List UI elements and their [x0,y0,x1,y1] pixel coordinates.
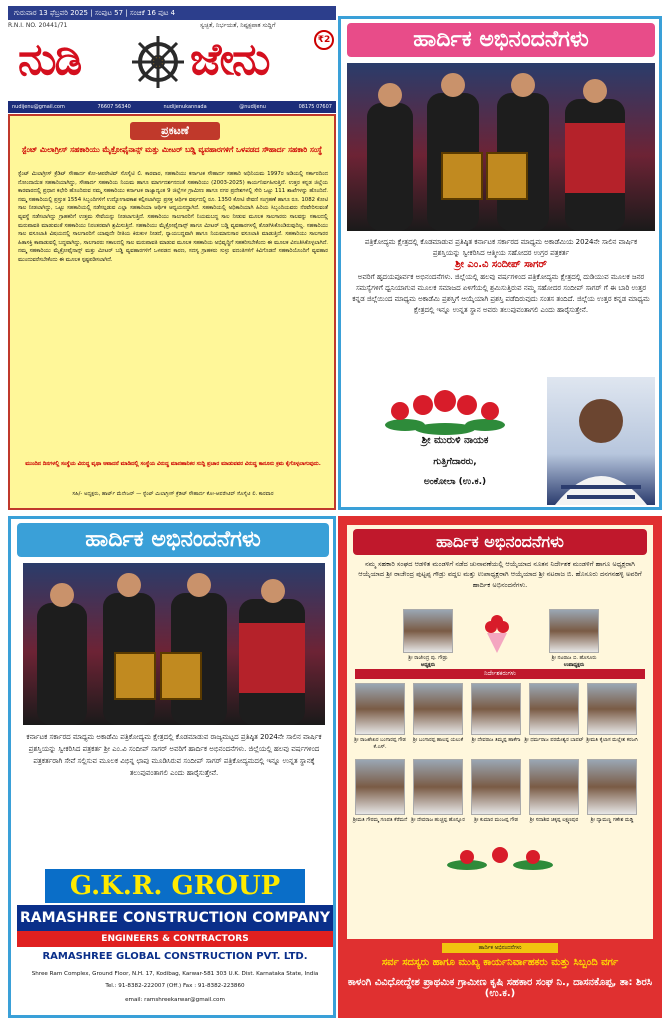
sender-town: ಅಂಕೋಲಾ (ಉ.ಕ.) [423,477,487,487]
director-name: ಶ್ರೀ ದೇವರಾಜ ತಿಮ್ಮಪ್ಪ ಹಾಕೆಗಾ [471,737,521,743]
panel-heading: ಹಾರ್ದಿಕ ಅಭಿನಂದನೆಗಳು [17,523,329,557]
sender-name: ಶ್ರೀ ಮುರುಳಿ ನಾಯಕ [421,435,489,446]
ad-address: Shree Ram Complex, Ground Floor, N.H. 17, Kodibag, Karwar-581 303 U.K. Dist. Karnataka State, India [31,971,319,977]
sender-block [367,435,543,501]
ad-global-company: RAMASHREE GLOBAL CONSTRUCTION PVT. LTD. [42,951,308,962]
director-photo [355,683,405,735]
phone-text: 76607 56340 [97,104,131,110]
bouquet-icon [477,615,517,655]
roses-decoration [437,843,563,873]
director-name: ಶ್ರೀ ಧರ್ಮರಾಜ ಪರಮೇಶ್ವರ ಬಾಪಟ್ [524,737,584,743]
director-name: ಶ್ರೀ ದ್ಯಾಮಣ್ಣ ಗಣೇಶ ಮಡ್ಡಿ [590,817,634,823]
director-name: ಶ್ರೀ ಕುಮಾರ ಮಂಜಪ್ಪ ಗೌಡ [474,817,518,823]
award-photo [23,563,325,725]
vice-president-photo [549,609,599,653]
panel-inner [347,525,653,939]
notice-heading: ಸ್ಟೆಂಟ್ ಮಿಲಾಗ್ರೀಸ್ ಸಹಕಾರಿಯು ಮೈಕ್ರೋಫೈನಾನ್ಸ್ ಮತ್ತು ಮೀಟರ್ ಬಡ್ಡಿ ವ್ಯವಹಾರಗಳಿಗೆ ಒಳಪಡದ ಸೌಹಾರ್ದ ಸಹಕಾರಿ ಸಂಸ್ಥೆ [21,145,323,154]
panel-message: ಕರ್ನಾಟಕ ಸರ್ಕಾರದ ಮಾಧ್ಯಮ ಅಕಾಡೆಮಿ ಪತ್ರಿಕೋದ್ಯಮ ಕ್ಷೇತ್ರದಲ್ಲಿ ಕೊಡಮಾಡುವ ರಾಜ್ಯಮಟ್ಟದ ಪ್ರತಿಷ್ಠಿತ 2024ನೇ ಸಾಲಿನ ವಾರ್ಷಿಕ ಪ್ರಶಸ್ತಿಯನ್ನು ಸ್ವೀಕರಿಸಿದ ಪತ್ರಕರ್ತ ಶ್ರೀ ಎಂ.ವಿ ಸಂದೀಪ್ ಸಾಗರ್ ಅವರಿಗೆ ಹಾರ್ದಿಕ ಅಭಿನಂದನೆಗಳು. ಜಿಲ್ಲೆಯಲ್ಲಿ ಹಲವು ವರ್ಷಗಳಿಂದ ಪತ್ರಕರ್ತರಾಗಿ ಸೇವೆ ಸಲ್ಲಿಸುವ ಮೂಲಕ ವಿಭಿನ್ನ ಛಾಪು ಮೂಡಿಸಿರುವ ಸಂದೀಪ್ ಸಾಗರ್ ಪತ್ರಿಕೋದ್ಯಮದಲ್ಲಿ ಇನ್ನೂ ಉನ್ನತ ಸ್ಥಾನಕ್ಕೆ ತಲುಪುವಂತಾಗಲಿ ಎಂದು ಹಾರೈಸುತ್ತೇವೆ. [26,733,322,777]
sender-role: ಗುತ್ತಿಗೆದಾರರು, [433,457,477,467]
vice-president-role: ಉಪಾಧ್ಯಕ್ಷರು [563,662,585,668]
roses-decoration [375,385,515,439]
advertisement [17,863,333,1013]
footer-line-2: ಕಾಳಂಗಿ ವಿವಿಧೋದ್ದೇಶ ಪ್ರಾಥಮಿಕ ಗ್ರಾಮೀಣ ಕೃಷಿ ಸಹಕಾರ ಸಂಘ ನಿ., ದಾಸನಕೊಪ್ಪ, ತಾ: ಶಿರಸಿ (ಉ.ಕ.) [347,977,653,999]
vice-president-name: ಶ್ರೀ ನಟರಾಜ ಬಿ. ಹೊಸೂರು [551,655,597,661]
panel-heading: ಹಾರ್ದಿಕ ಅಭಿನಂದನೆಗಳು [353,529,647,555]
president-photo [403,609,453,653]
director-name: ಶ್ರೀ ಬಂಗಾರಪ್ಪ ಹಾಲಪ್ಪ ಯಲುಕೆ [412,737,464,743]
ad-brand: G.K.R. GROUP [45,869,305,903]
ship-wheel-icon [130,34,186,90]
footer-tag: ಹಾರ್ದಿಕ ಅಭಿನಂದನೆಗಳು [442,943,558,953]
sender-photo [547,377,655,505]
panel-footer [347,943,653,1013]
greeting-panel-top-right [338,16,662,510]
handle-text: @nudijenu [239,104,266,110]
award-photo [347,63,655,231]
notice-title: ಪ್ರಕಟಣೆ [130,122,220,140]
honoree-name: ಶ್ರೀ ಎಂ.ವಿ ಸಂದೀಪ್ ಸಾಗರ್ [455,259,547,271]
director-photo [413,683,463,735]
ad-company: RAMASHREE CONSTRUCTION COMPANY [17,905,333,931]
directors-label: ನಿರ್ದೇಶಕರುಗಳು [355,669,645,679]
price-badge: ₹2 [314,30,334,50]
ad-telephone: Tel.: 91-8382-222007 (Off.) Fax : 91-8382-223860 [105,983,245,989]
ad-email: email: ramshreekarwar@gmail.com [125,997,225,1003]
director-photo [529,683,579,735]
footer-line-1: ಸರ್ವ ಸದಸ್ಯರು ಹಾಗೂ ಮುಖ್ಯ ಕಾರ್ಯನಿರ್ವಾಹಕರು ಮತ್ತು ಸಿಬ್ಬಂದಿ ವರ್ಗ [381,957,619,968]
director-photo [471,683,521,735]
director-photo [355,759,405,815]
facebook-text: nudijenukannada [163,104,207,110]
dateline-bar: ಗುರುವಾರ 13 ಫೆಬ್ರವರಿ 2025 | ಸಂಪುಟ 57 | ಸಂಚಿಕೆ 16 ಪುಟ 4 [8,6,336,20]
president-name: ಶ್ರೀ ರಾಜೇಂದ್ರ ಪು. ಗೌಡ್ರು [408,655,448,661]
director-photo [529,759,579,815]
director-name: ಶ್ರೀಮತಿ ಕೈಲಾಸ ಮಲ್ಲೇಶ ಕರಜಗಿ [586,737,638,743]
message-intro: ಪತ್ರಿಕೋದ್ಯಮ ಕ್ಷೇತ್ರದಲ್ಲಿ ಕೊಡಮಾಡುವ ಪ್ರತಿಷ್ಠಿತ ಕರ್ನಾಟಕ ಸರ್ಕಾರದ ಮಾಧ್ಯಮ ಅಕಾಡೆಮಿಯ 2024ನೇ ಸಾಲಿನ ವಾರ್ಷಿಕ ಪ್ರಶಸ್ತಿಯನ್ನು ಸ್ವೀಕರಿಸಿದ ಆತ್ಮೀಯ ಸಹೋದರ ಉಗ್ರರ ಪತ್ರಕರ್ತ [364,238,638,258]
panel-heading: ಹಾರ್ದಿಕ ಅಭಿನಂದನೆಗಳು [347,23,655,57]
director-name: ಶ್ರೀಮತಿ ಗೌರಮ್ಮ ಗಣಪತಿ ಕೆರೆಮನೆ [352,817,408,823]
tagline: ಸ್ವಚ್ಛತೆ, ನಿರ್ಭಯತೆ, ನಿಷ್ಪಕ್ಷಪಾತ ಸುದ್ದಿಗೆ [200,22,276,29]
contact-bar [8,101,336,113]
notice-body: ಸ್ಟೆಂಟ್ ಮಿಲಾಗ್ರೀಸ್ ಕ್ರೆಡಿಟ್ ಸೌಹಾರ್ದ ಕೋ-ಆಪರೇಟಿವ್ ಸೊಸೈಟಿ ಲಿ. ಕಾರವಾರ, ಸಹಕಾರಿಯು ಕರ್ನಾಟಕ ಸೌಹಾರ್ದ ಸಹಕಾರಿ ಅಧಿನಿಯಮ 1997ರ ಅಡಿಯಲ್ಲಿ ಸರ್ಕಾರದಿಂದ ನೋಂದಾಯಿತ ಸಹಕಾರಿಯಾಗಿದ್ದು, ಸೌಹಾರ್ದ ಸಹಕಾರಿಯ ನಿಯಮ ಹಾಗೂ ಮಾರ್ಗದರ್ಶನದಂತೆ ಸಹಕಾರಿಯು (2003-2025) ಕಾರ್ಯನಿರ್ವಹಿಸುತ್ತಿದೆ. ಉತ್ತರ ಕನ್ನಡ ಜಿಲ್ಲೆಯ ಕಾರವಾರದಲ್ಲಿ ಪ್ರಧಾನ ಕಛೇರಿ ಹೊಂದಿರುವ ನಮ್ಮ ಸಹಕಾರಿಯು ಕರ್ನಾಟಕ ರಾಜ್ಯಾದ್ಯಂತ 9 ಜಿಲ್ಲೆಗಳ ಗ್ರಾಮೀಣ ಹಾಗೂ ನಗರ ಪ್ರದೇಶಗಳಲ್ಲಿ ಸೇರಿ ಒಟ್ಟು 111 ಶಾಖೆಗಳನ್ನು ಹೊಂದಿದೆ. ನಮ್ಮ ಸಹಕಾರಿಯಲ್ಲಿ ಪ್ರಸ್ತುತ 1554 ಸಿಬ್ಬಂದಿಗಳಿಗೆ ಉದ್ಯೋಗಾವಕಾಶ ಕಲ್ಪಿಸಲಾಗಿದ್ದು ಪ್ರಸಕ್ತ ಆರ್ಥಿಕ ವರ್ಷದಲ್ಲಿ ರೂ. 1350 ಕೋಟಿ ಠೇವಣಿ ಸಂಗ್ರಹಣೆ ಹಾಗೂ ರೂ. 1082 ಕೋಟಿ ಸಾಲ ನೀಡಲಾಗಿದ್ದು, ಒಟ್ಟು ಸಹಕಾರಿಯಲ್ಲಿ ನಡೆಸಲ್ಪಡುವ ಎಲ್ಲಾ ಸಹಕಾರಿಯಾ ಆರ್ಥಿಕ ಆಧ್ಯಯನದ್ದಾಗಿದೆ. ಸಹಕಾರಿಯಲ್ಲಿ ಅಧಿಕಾರಿಯಾಗಿ ಹಿರಿಯ ಸಿಬ್ಬಂದಿಯವರು ನೆರವೇರಿಸುವಂತೆ ವ್ಯವಸ್ಥೆ ನಡೆಸಲಾಗಿದ್ದು ಗ್ರಾಹಕರಿಗೆ ಉತ್ತಮ ಸೇವೆಯನ್ನು ನೀಡಲಾಗುತ್ತಿದೆ. ಸಹಕಾರಿಯು ಸಾಲಗಾರರಿಗೆ ನಿಯಮಬದ್ಧ ಸಾಲ ನೀಡುವ ಮೂಲಕ ಸಾಲಗಾರರು ಸಾಲವನ್ನು ಸಕಾಲದಲ್ಲಿ ಮರುಪಾವತಿ ಮಾಡುವಂತೆ ಸಹಕಾರಿಯು ನಿರಂತರವಾಗಿ ಶ್ರಮಿಸುತ್ತಿದೆ. ಸಹಕಾರಿಯು ಮೈಕ್ರೋಫೈನಾನ್ಸ್ ಹಾಗೂ ಮೀಟರ್ ಬಡ್ಡಿ ವ್ಯವಹಾರಗಳಲ್ಲಿ ತೊಡಗಿಸಿಕೊಂಡಿರುವುದಿಲ್ಲ. ಸಹಕಾರಿಯು ಸಾಲ ವಸೂಲಾತಿ ವಿಷಯದಲ್ಲಿ ಸಾಲಗಾರರಿಗೆ ಯಾವುದೇ ರೀತಿಯ ಕಿರುಕುಳ ನೀಡದೆ, ನ್ಯಾಯಬದ್ಧವಾಗಿ ಹಾಗೂ ನಿಯಮಾನುಸಾರ ವಸೂಲಾತಿ ಮಾಡುತ್ತಿದೆ. ಸಹಕಾರಿಯು ಸಾಲಗಾರರ ಹಿತಾಸಕ್ತಿ ಕಾಪಾಡುವಲ್ಲಿ ಬದ್ಧವಾಗಿದ್ದು, ಸಾಲಗಾರರು ಸಕಾಲದಲ್ಲಿ ಸಾಲ ಮರುಪಾವತಿ ಮಾಡುವ ಮೂಲಕ ಸಹಕಾರಿಯ ಅಭಿವೃದ್ಧಿಗೆ ಸಹಕರಿಸಬೇಕೆಂದು ಈ ಮೂಲಕ ವಿನಂತಿಸಿಕೊಳ್ಳಲಾಗಿದೆ. ನಮ್ಮ ಸಹಕಾರಿಯು ಮೈಕ್ರೋಫೈನಾನ್ಸ್ ಮತ್ತು ಮೀಟರ್ ಬಡ್ಡಿ ವ್ಯವಹಾರಗಳಿಗೆ ಒಳಪಡದ ಕಾರಣ, ಸದಸ್ಯ ಗ್ರಾಹಕರು ಸುಳ್ಳು ವದಂತಿಗಳಿಗೆ ಕಿವಿಗೊಡದೆ ಸಹಕಾರಿಯೊಂದಿಗೆ ವ್ಯವಹಾರ ಮುಂದುವರೆಸಬೇಕೆಂದು ಈ ಮೂಲಕ ಸ್ಪಷ್ಟಪಡಿಸಲಾಗಿದೆ. [18,171,328,263]
logo-text-right: ಜೇನು [190,34,269,85]
email-text: nudijenu@gmail.com [12,104,65,110]
message-body: ಅವರಿಗೆ ಹೃದಯಪೂರ್ವಕ ಅಭಿನಂದನೆಗಳು. ಜಿಲ್ಲೆಯಲ್ಲಿ ಹಲವು ವರ್ಷಗಳಿಂದ ಪತ್ರಿಕೋದ್ಯಮ ಕ್ಷೇತ್ರದಲ್ಲಿ ದುಡಿಯುವ ಮೂಲಕ ಜನರ ಸಮಸ್ಯೆಗಳಿಗೆ ಧ್ವನಿಯಾಗುವ ಮೂಲಕ ಸಮಾಜದ ಏಳಿಗೆಯಲ್ಲಿ ಶ್ರಮಿಸುತ್ತಿರುವ ನಮ್ಮ ಸಹೋದರ ಸಂದೀಪ್ ಸಾಗರ್ ಗೆ ಈ ಬಾರಿ ಉತ್ತರ ಕನ್ನಡ ಜಿಲ್ಲೆಯಿಂದ ಮಾಧ್ಯಮ ಅಕಾಡೆಮಿ ಪ್ರಶಸ್ತಿಗೆ ಆಯ್ಕೆಯಾಗಿ ಪ್ರಶಸ್ತಿ ಪಡೆದಿರುವುದು ಸಂತಸ ತಂದಿದೆ. ಜಿಲ್ಲೆಯ ಉತ್ತರ ಕನ್ನಡ ಮಾಧ್ಯಮ ಕ್ಷೇತ್ರದಲ್ಲಿ ಇನ್ನೂ ಉನ್ನತ ಸ್ಥಾನ ಅವರು ತಲುಪುವಂತಾಗಲಿ ಎಂದು ಹಾರೈಸುತ್ತೇನೆ. [352,272,650,315]
president-role: ಅಧ್ಯಕ್ಷರು [420,662,436,668]
director-name: ಶ್ರೀ ದೇವರಾಜ ಹುಚ್ಚಪ್ಪ ಹೊನ್ನೂರ [411,817,465,823]
director-photo [587,759,637,815]
director-name: ಶ್ರೀ ರಾಜಶೇಖರ ಬಂಗಾರಪ್ಪ ಗೌಡ ಕೆ.ಎಸ್. [354,737,406,750]
panel-intro: ನಮ್ಮ ಸಹಕಾರಿ ಸಂಘದ ಆಡಳಿತ ಮಂಡಳಿಗೆ ನಡೆದ ಚುನಾವಣೆಯಲ್ಲಿ ಆಯ್ಕೆಯಾದ ನೂತನ ನಿರ್ದೇಶಕ ಮಂಡಳಿಗೆ ಹಾಗೂ ಅಧ್ಯಕ್ಷರಾಗಿ ಆಯ್ಕೆಯಾದ ಶ್ರೀ ರಾಜೇಂದ್ರ ಪುಟ್ಟಪ್ಪ ಗೌಡ್ರು ವದ್ದಲ ಮತ್ತು ಉಪಾಧ್ಯಕ್ಷರಾಗಿ ಆಯ್ಕೆಯಾದ ಶ್ರೀ ನಟರಾಜ ಬಿ. ಹೊಸೂರು ದನಗನಹಳ್ಳಿ ಅವರಿಗೆ ಹಾರ್ದಿಕ ಅಭಿನಂದನೆಗಳು. [358,560,642,589]
greeting-panel-bottom-right [338,516,662,1018]
rni-number: R.N.I. NO. 20441/71 [8,22,68,29]
greeting-panel-bottom-left [8,516,336,1018]
fax-text: 08175 07607 [298,104,332,110]
director-photo [471,759,521,815]
logo-text-left: ನುಡಿ [18,34,81,85]
director-name: ಶ್ರೀ ಸದಾಶಿವ ಚಿಕ್ಕಪ್ಪ ಲಕ್ಷ್ಮಣಪುರ [529,817,579,823]
notice-footer: ಮುಂದಿನ ದಿನಗಳಲ್ಲಿ ಸಂಸ್ಥೆಯ ವಿರುದ್ಧ ವೃಥಾ ಆಪಾದನೆ ಮಾಡಿದಲ್ಲಿ ಸಂಸ್ಥೆಯ ವಿರುದ್ಧ ಮಾನಹಾನಿಕರ ಸುದ್ದಿ ಪ್ರಚಾರ ಮಾಡುವವರ ವಿರುದ್ಧ ಕಾನೂನು ಕ್ರಮ ಕೈಗೊಳ್ಳಲಾಗುವುದು. [25,461,321,467]
notice-section [8,114,336,510]
notice-signature: ಸಹಿ/- ಅಧ್ಯಕ್ಷರು, ಹಾರ್ಟ್ ಮೆನೇಜರ್ — ಸ್ಟೆಂಟ್ ಮಿಲಾಗ್ರೀಸ್ ಕ್ರೆಡಿಟ್ ಸೌಹಾರ್ದ ಕೋ-ಆಪರೇಟಿವ್ ಸೊಸೈಟಿ ಲಿ. ಕಾರವಾರ [72,491,274,497]
director-photo [587,683,637,735]
panel-message [351,237,651,316]
ad-tagline: ENGINEERS & CONTRACTORS [17,931,333,947]
director-photo [413,759,463,815]
